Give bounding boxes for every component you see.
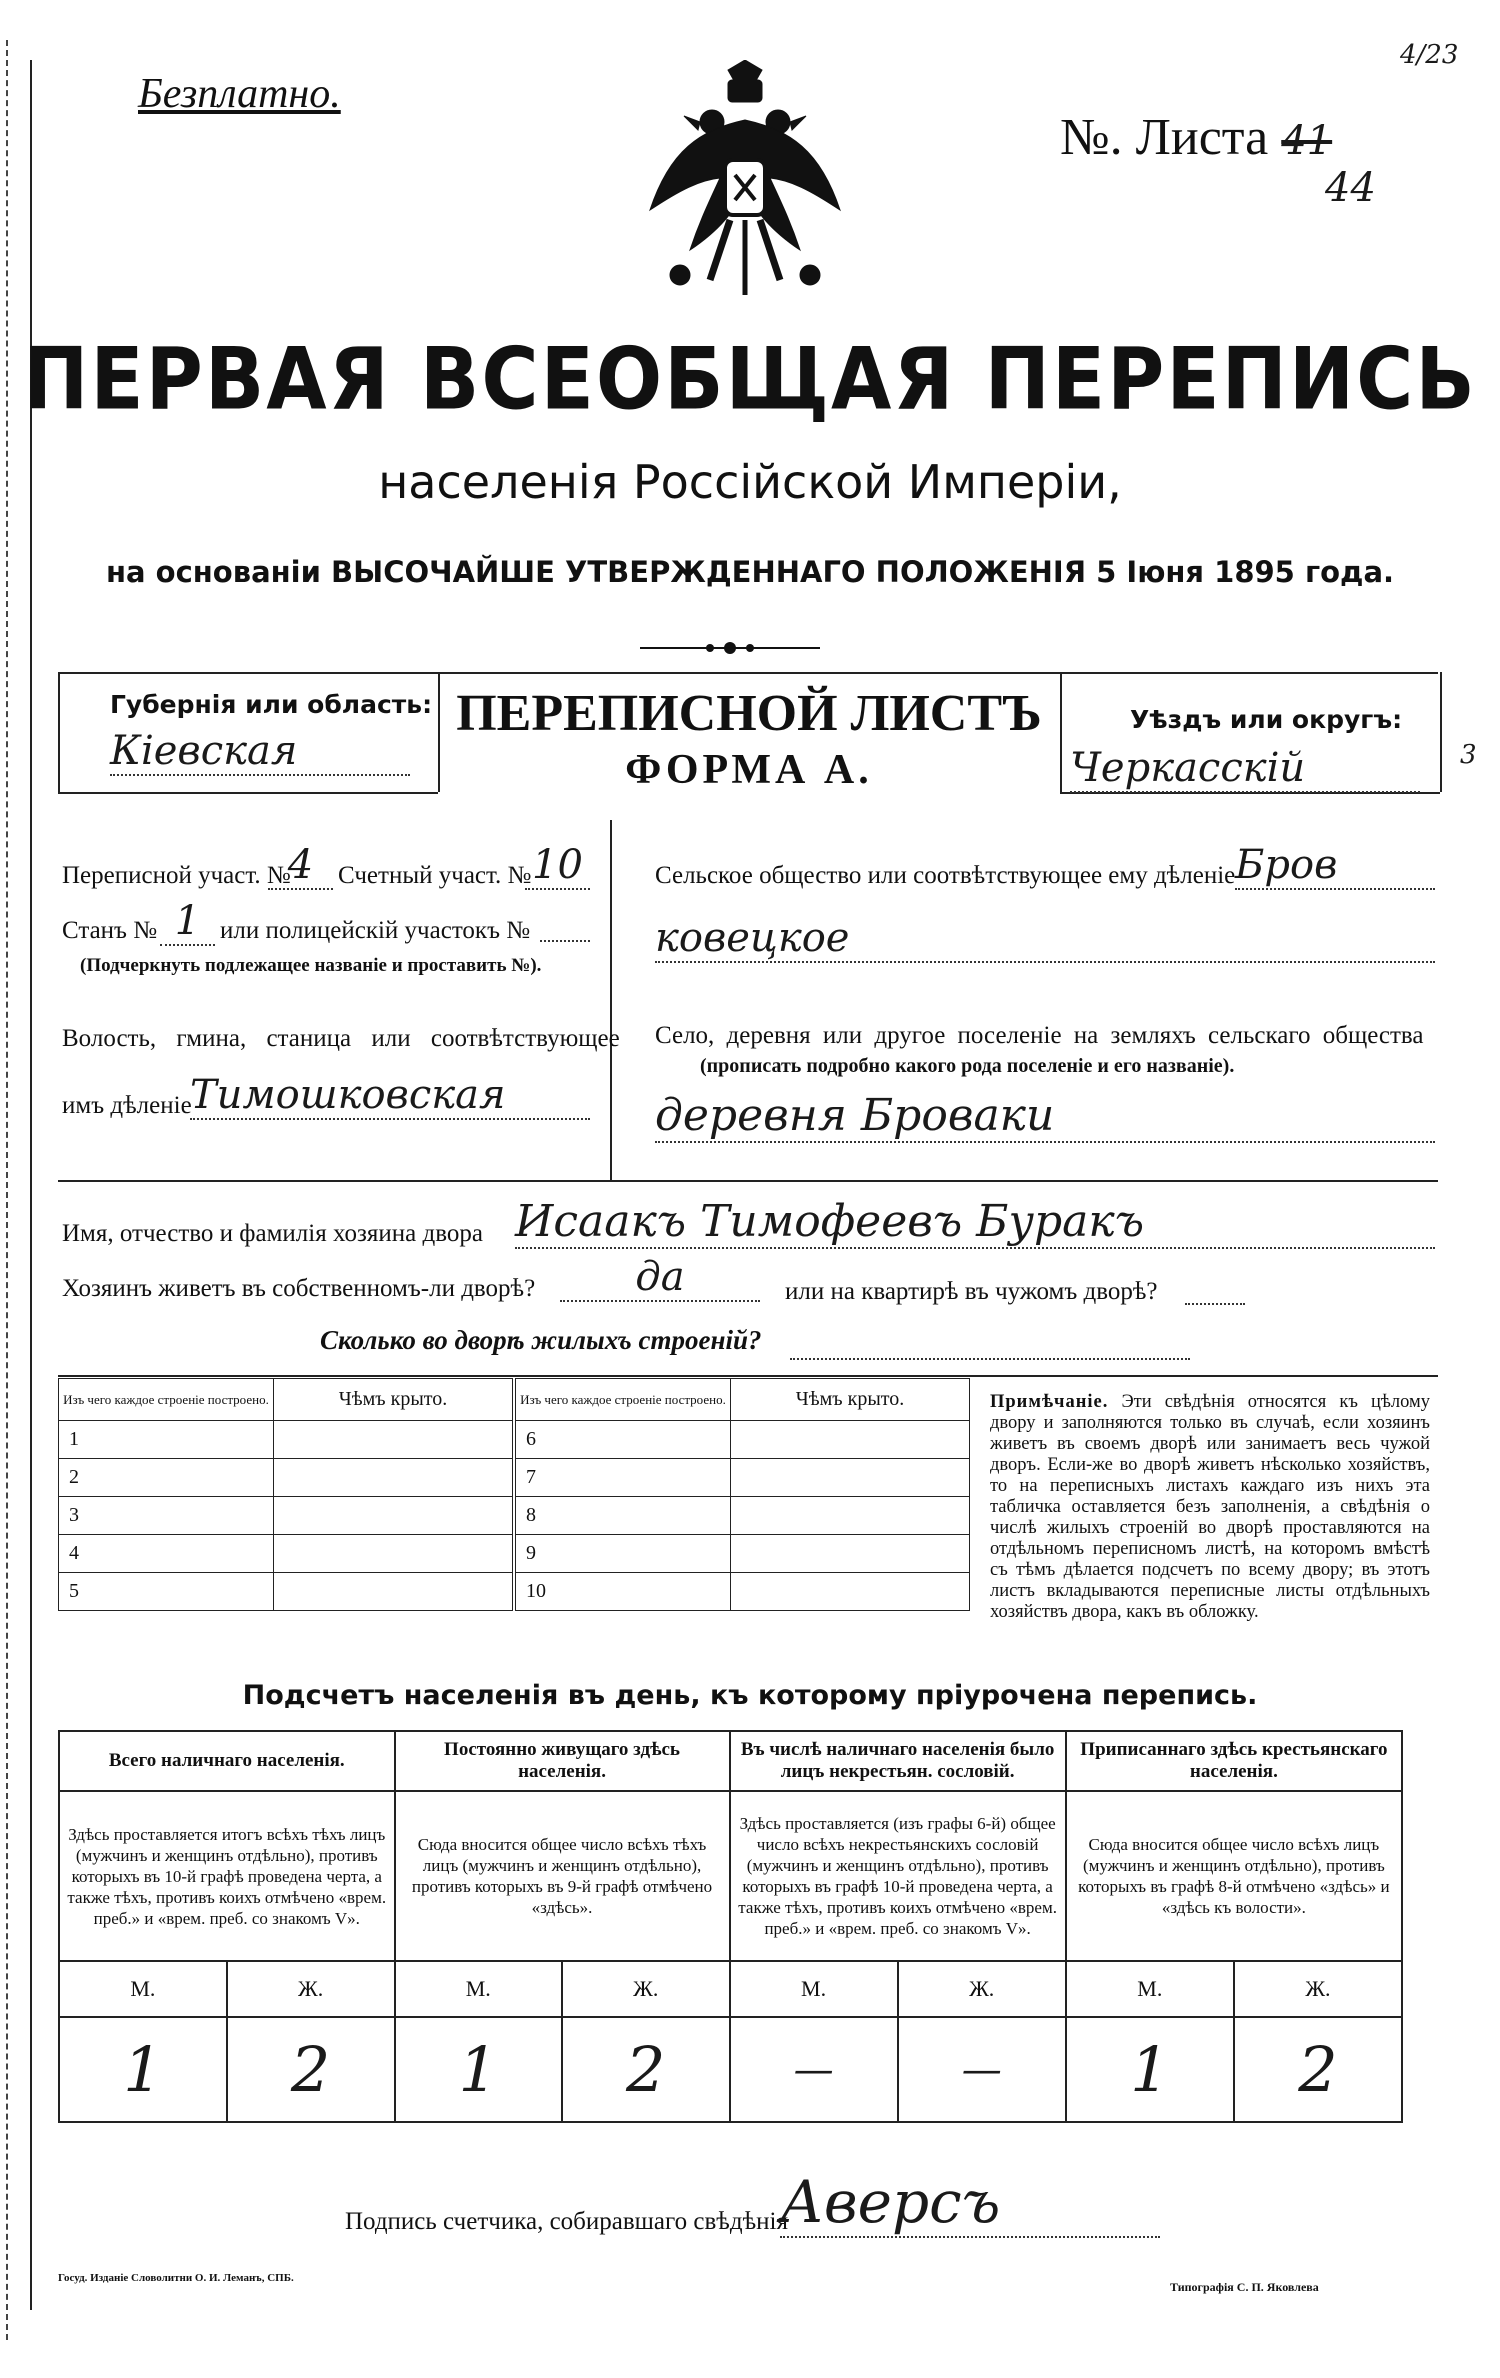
page-title: ПЕРВАЯ ВСЕОБЩАЯ ПЕРЕПИСЬ [23,330,1477,430]
col-built: Изъ чего каждое строеніе построено. [516,1379,731,1421]
row-num: 4 [59,1535,274,1573]
row-num: 2 [59,1459,274,1497]
note-text: Эти свѣдѣнія относятся къ цѣлому двору и заполняются только въ случаѣ, если хозяинъ живетъ въ своемъ дворѣ или занимаетъ весь чужой дворъ. Если-же во дворѣ живетъ нѣсколько хозяйствъ, то на переписныхъ листахъ каждаго изъ нихъ эта табличка оставляется безъ заполненія, а свѣдѣнія о числѣ жилыхъ строеній во дворѣ проставляются на отдѣльномъ переписномъ листѣ, на которомъ вмѣстѣ съ тѣмъ дѣлается подсчетъ по всему двору; въ этотъ листъ вкладываются переписные листы отдѣльныхъ хозяйствъ двора, какъ въ обложку. [990,1392,1430,1622]
row-num: 6 [516,1421,731,1459]
stan-label: Станъ № [62,917,158,944]
pop-desc: Сюда вносится общее число всѣхъ лицъ (мужчинъ и женщинъ отдѣльно), противъ которыхъ въ графѣ 8-й отмѣчено «здѣсь» и «здѣсь къ волости». [1066,1791,1402,1961]
row-num: 3 [59,1497,274,1535]
uezd-value[interactable]: Черкасскій [1070,745,1420,793]
signature-value[interactable]: Аверсъ [780,2168,1160,2238]
row-num: 8 [516,1497,731,1535]
double-headed-eagle-icon [640,60,850,310]
row-num: 10 [516,1573,731,1611]
pop-total-m[interactable]: 1 [59,2017,227,2122]
buildings-question: Сколько во дворѣ жилыхъ строеній? [320,1325,762,1355]
apartment-label: или на квартирѣ въ чужомъ дворѣ? [785,1278,1158,1305]
pop-noncrestyan-zh[interactable]: — [898,2017,1066,2122]
buildings-table-left [58,1378,513,1611]
pop-head-registered: Приписаннаго здѣсь крестьянскаго населенія. [1066,1731,1402,1791]
zh-label: Ж. [227,1961,395,2017]
society-label: Сельское общество или соотвѣтствующее ему дѣленіе [655,862,1236,889]
owner-lives-label: Хозяинъ живетъ въ собственномъ-ли дворѣ? [62,1275,536,1302]
pop-total-zh[interactable]: 2 [227,2017,395,2122]
pop-permanent-m[interactable]: 1 [395,2017,562,2122]
volost-label-2: имъ дѣленіе [62,1092,192,1119]
perepis-value[interactable]: 4 [268,842,333,890]
sheet-number-value: 44 [1325,165,1376,211]
population-table [58,1730,1403,2123]
village-note: (прописать подробно какого рода поселеніе и его названіе). [700,1055,1235,1077]
row-num: 5 [59,1573,274,1611]
owner-name-label: Имя, отчество и фамилія хозяина двора [62,1220,483,1247]
m-label: М. [1066,1961,1234,2017]
schet-value[interactable]: 10 [525,842,590,890]
note-title: Примѣчаніе. [990,1392,1109,1412]
pop-desc: Здѣсь проставляется итогъ всѣхъ тѣхъ лицъ (мужчинъ и женщинъ отдѣльно), противъ которыхъ въ 10-й графѣ проведена черта, а также тѣхъ, противъ коихъ отмѣчено «врем. преб.» и «врем. преб. со знакомъ V». [59,1791,395,1961]
stan-value[interactable]: 1 [160,898,215,946]
owner-lives-value[interactable]: да [560,1254,760,1302]
form-title: ПЕРЕПИСНОЙ ЛИСТЪ [456,685,1042,742]
pop-registered-zh[interactable]: 2 [1234,2017,1402,2122]
row-num: 1 [59,1421,274,1459]
apartment-value[interactable] [1185,1295,1245,1305]
sheet-number-struck: 41 [1281,118,1333,164]
volost-value[interactable]: Тимошковская [190,1072,590,1120]
uezd-mark: 3 [1460,740,1477,770]
col-built: Изъ чего каждое строеніе построено. [59,1379,274,1421]
guberniya-label: Губернія или область: [110,690,433,719]
col-roof: Чѣмъ крыто. [731,1379,970,1421]
pop-desc: Здѣсь проставляется (изъ графы 6-й) общее число всѣхъ некрестьянскихъ сословій (мужчинъ и женщинъ отдѣльно), противъ которыхъ въ графѣ 10-й проведена черта, а также тѣхъ, противъ коихъ отмѣчено «врем. преб.» и «врем. преб. со знакомъ V». [730,1791,1066,1961]
perepis-label: Переписной участ. № [62,862,291,889]
zh-label: Ж. [562,1961,729,2017]
sheet-number-label: №. Листа [1060,109,1269,166]
zh-label: Ж. [898,1961,1066,2017]
pop-permanent-zh[interactable]: 2 [562,2017,729,2122]
underline-note: (Подчеркнуть подлежащее названіе и проставить №). [80,955,542,976]
free-label: Безплатно. [138,71,341,117]
ornament-divider-icon [640,638,820,658]
pop-head-permanent: Постоянно живущаго здѣсь населенія. [395,1731,730,1791]
owner-name-value[interactable]: Исаакъ Тимофеевъ Буракъ [515,1196,1435,1249]
pop-desc: Сюда вносится общее число всѣхъ тѣхъ лицъ (мужчинъ и женщинъ отдѣльно), противъ которыхъ въ 9-й графѣ отмѣчено «здѣсь». [395,1791,730,1961]
row-num: 9 [516,1535,731,1573]
printer-right: Типографія С. П. Яковлева [1170,2280,1319,2294]
corner-mark: 4/23 [1400,40,1459,70]
society-value-2[interactable]: ковецкое [655,915,1435,963]
row-num: 7 [516,1459,731,1497]
pop-head-noncrestyan: Въ числѣ наличнаго населенія было лицъ некрестьян. сословій. [730,1731,1066,1791]
uezd-label: Уѣздъ или округъ: [1130,705,1403,734]
m-label: М. [59,1961,227,2017]
basis-line: на основаніи ВЫСОЧАЙШЕ УТВЕРЖДЕННАГО ПОЛОЖЕНІЯ 5 Іюня 1895 года. [105,555,1395,589]
m-label: М. [730,1961,898,2017]
m-label: М. [395,1961,562,2017]
zh-label: Ж. [1234,1961,1402,2017]
pop-noncrestyan-m[interactable]: — [730,2017,898,2122]
form-subtitle: ФОРМА А. [625,747,873,793]
buildings-count[interactable] [790,1350,1190,1360]
police-label: или полицейскій участокъ № [220,917,531,944]
police-value[interactable] [540,930,590,942]
note [990,1392,1430,1623]
village-value[interactable]: деревня Броваки [655,1090,1435,1143]
pop-registered-m[interactable]: 1 [1066,2017,1234,2122]
buildings-table-right [515,1378,970,1611]
society-value-1[interactable]: Бров [1235,842,1435,890]
schet-label: Счетный участ. № [338,862,532,889]
page-subtitle: населенія Россійской Имперіи, [378,455,1122,509]
col-roof: Чѣмъ крыто. [274,1379,513,1421]
population-title: Подсчетъ населенія въ день, къ которому пріурочена перепись. [242,1680,1258,1711]
village-label: Село, деревня или другое поселеніе на земляхъ сельскаго общества [655,1022,1424,1049]
signature-label: Подпись счетчика, собиравшаго свѣдѣнія [345,2208,788,2235]
pop-head-total: Всего наличнаго населенія. [59,1731,395,1791]
sheet-number [1060,108,1332,167]
printer-left: Госуд. Изданіе Словолитни О. И. Леманъ, СПБ. [58,2272,294,2284]
guberniya-value[interactable]: Кіевская [110,728,410,776]
volost-label: Волость, гмина, станица или соотвѣтствующее [62,1025,620,1052]
